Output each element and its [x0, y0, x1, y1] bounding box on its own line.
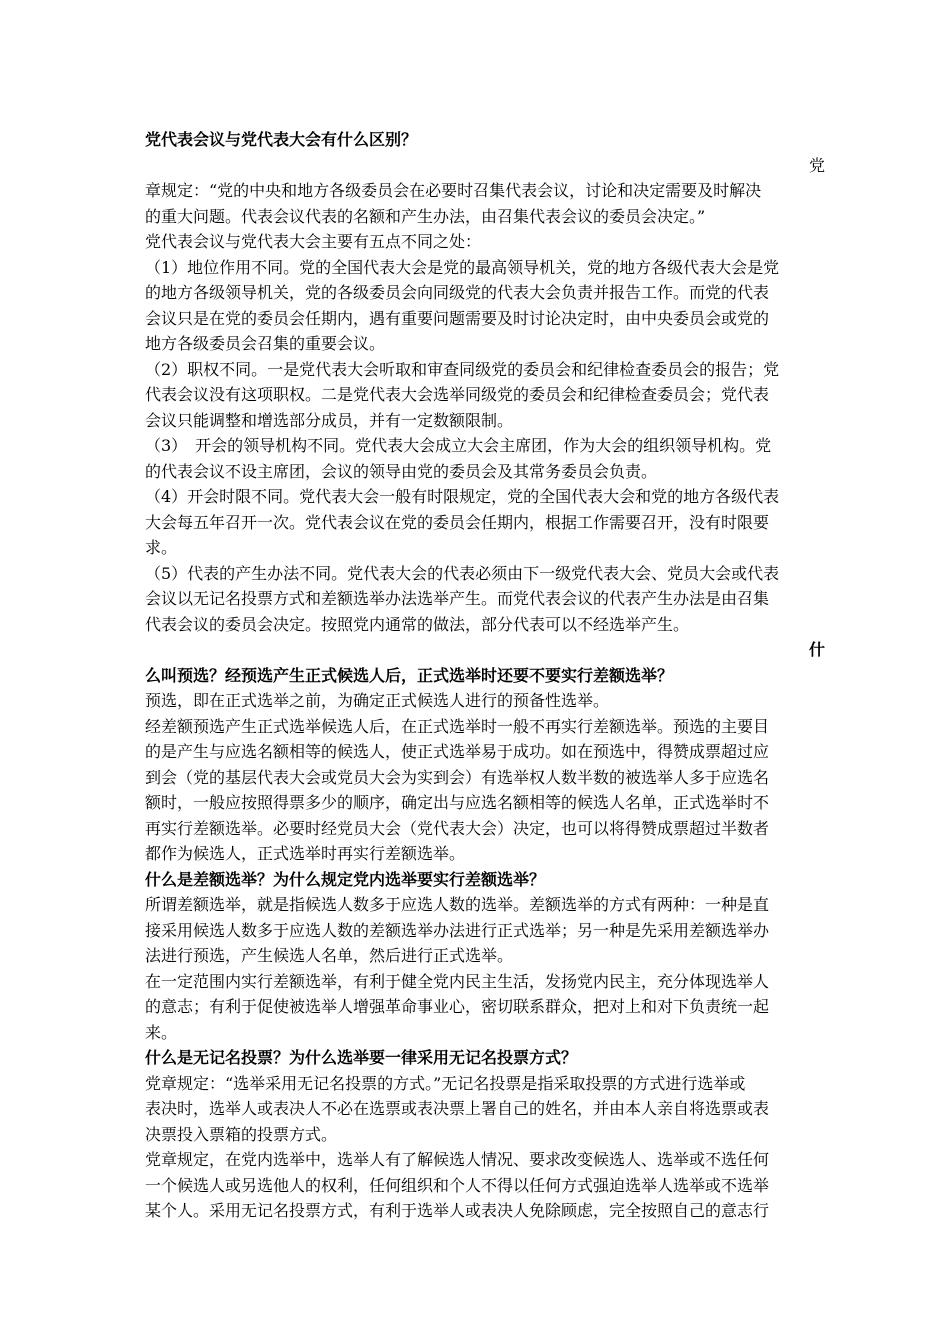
section-heading: 党代表会议与党代表大会有什么区别？	[145, 130, 418, 149]
paragraph-line: 党代表会议与党代表大会主要有五点不同之处：	[145, 232, 482, 251]
paragraph-line: 代表会议的委员会决定。按照党内通常的做法，部分代表可以不经选举产生。	[145, 614, 690, 634]
paragraph-line: 党	[808, 155, 825, 175]
paragraph-line: 到会（党的基层代表大会或党员大会为实到会）有选举权人数半数的被选举人多于应选名	[145, 767, 770, 787]
paragraph-line: 党章规定，在党内选举中，选举人有了解候选人情况、要求改变候选人、选举或不选任何	[145, 1150, 770, 1169]
paragraph-line: 地方各级委员会召集的重要会议。	[145, 334, 386, 353]
paragraph-line: （1）地位作用不同。党的全国代表大会是党的最高领导机关，党的地方各级代表大会是党	[145, 257, 780, 277]
paragraph-line: 什	[808, 640, 825, 659]
paragraph-line: （5）代表的产生办法不同。党代表大会的代表必须由下一级党代表大会、党员大会或代表	[145, 563, 780, 583]
paragraph-line: 党章规定：“选举采用无记名投票的方式。”无记名投票是指采取投票的方式进行选举或	[145, 1073, 746, 1093]
paragraph-line: 所谓差额选举，就是指候选人数多于应选人数的选举。差额选举的方式有两种：一种是直	[145, 895, 770, 914]
paragraph-line: 来。	[145, 1022, 178, 1042]
paragraph-line: 决票投入票箱的投票方式。	[145, 1124, 338, 1144]
paragraph-line: 法进行预选，产生候选人名单，然后进行正式选举。	[145, 946, 514, 965]
paragraph-line: 的地方各级领导机关，党的各级委员会向同级党的代表大会负责并报告工作。而党的代表	[145, 283, 770, 302]
paragraph-line: 在一定范围内实行差额选举，有利于健全党内民主生活，发扬党内民主，充分体现选举人	[145, 971, 770, 991]
section-heading: 什么是无记名投票？为什么选举要一律采用无记名投票方式？	[145, 1048, 578, 1067]
paragraph-line: 一个候选人或另选他人的权利，任何组织和个人不得以任何方式强迫选举人选举或不选举	[145, 1175, 770, 1195]
paragraph-line: 预选，即在正式选举之前，为确定正式候选人进行的预备性选举。	[145, 691, 610, 710]
paragraph-line: 都作为候选人，正式选举时再实行差额选举。	[145, 844, 466, 863]
paragraph-line: 额时，一般应按照得票多少的顺序，确定出与应选名额相等的候选人名单，正式选举时不	[145, 793, 770, 812]
paragraph-line: 表决时，选举人或表决人不必在选票或表决票上署自己的姓名，并由本人亲自将选票或表	[145, 1099, 770, 1118]
paragraph-line: 经差额预选产生正式选举候选人后，在正式选举时一般不再实行差额选举。预选的主要目	[145, 716, 770, 736]
paragraph-line: 会议只能调整和增选部分成员，并有一定数额限制。	[145, 410, 514, 430]
document-body	[145, 127, 825, 1224]
paragraph-line: 再实行差额选举。必要时经党员大会（党代表大会）决定，也可以将得赞成票超过半数者	[145, 818, 770, 838]
section-heading: 什么是差额选举？为什么规定党内选举要实行差额选举？	[145, 869, 546, 889]
paragraph-line: （2）职权不同。一是党代表大会听取和审查同级党的委员会和纪律检查委员会的报告；党	[145, 359, 780, 379]
paragraph-line: （3） 开会的领导机构不同。党代表大会成立大会主席团，作为大会的组织领导机构。党	[145, 436, 772, 455]
paragraph-line: 的是产生与应选名额相等的候选人，使正式选举易于成功。如在预选中，得赞成票超过应	[145, 742, 770, 761]
paragraph-line: 的代表会议不设主席团，会议的领导由党的委员会及其常务委员会负责。	[145, 461, 658, 481]
paragraph-line: 章规定：“党的中央和地方各级委员会在必要时召集代表会议，讨论和决定需要及时解决	[145, 181, 762, 200]
paragraph-line: （4）开会时限不同。党代表大会一般有时限规定，党的全国代表大会和党的地方各级代表	[145, 487, 780, 506]
paragraph-line: 大会每五年召开一次。党代表会议在党的委员会任期内，根据工作需要召开，没有时限要	[145, 512, 770, 532]
paragraph-line: 的重大问题。代表会议代表的名额和产生办法，由召集代表会议的委员会决定。”	[145, 206, 706, 226]
paragraph-line: 求。	[145, 538, 178, 557]
paragraph-line: 会议只是在党的委员会任期内，遇有重要问题需要及时讨论决定时，由中央委员会或党的	[145, 308, 770, 328]
section-heading: 么叫预选？经预选产生正式候选人后，正式选举时还要不要实行差额选举？	[145, 665, 674, 685]
paragraph-line: 某个人。采用无记名投票方式，有利于选举人或表决人免除顾虑，完全按照自己的意志行	[145, 1201, 770, 1220]
paragraph-line: 的意志；有利于促使被选举人增强革命事业心，密切联系群众，把对上和对下负责统一起	[145, 997, 770, 1016]
paragraph-line: 接采用候选人数多于应选人数的差额选举办法进行正式选举；另一种是先采用差额选举办	[145, 920, 770, 940]
paragraph-line: 代表会议没有这项职权。二是党代表大会选举同级党的委员会和纪律检查委员会；党代表	[145, 385, 770, 404]
paragraph-line: 会议以无记名投票方式和差额选举办法选举产生。而党代表会议的代表产生办法是由召集	[145, 589, 770, 608]
